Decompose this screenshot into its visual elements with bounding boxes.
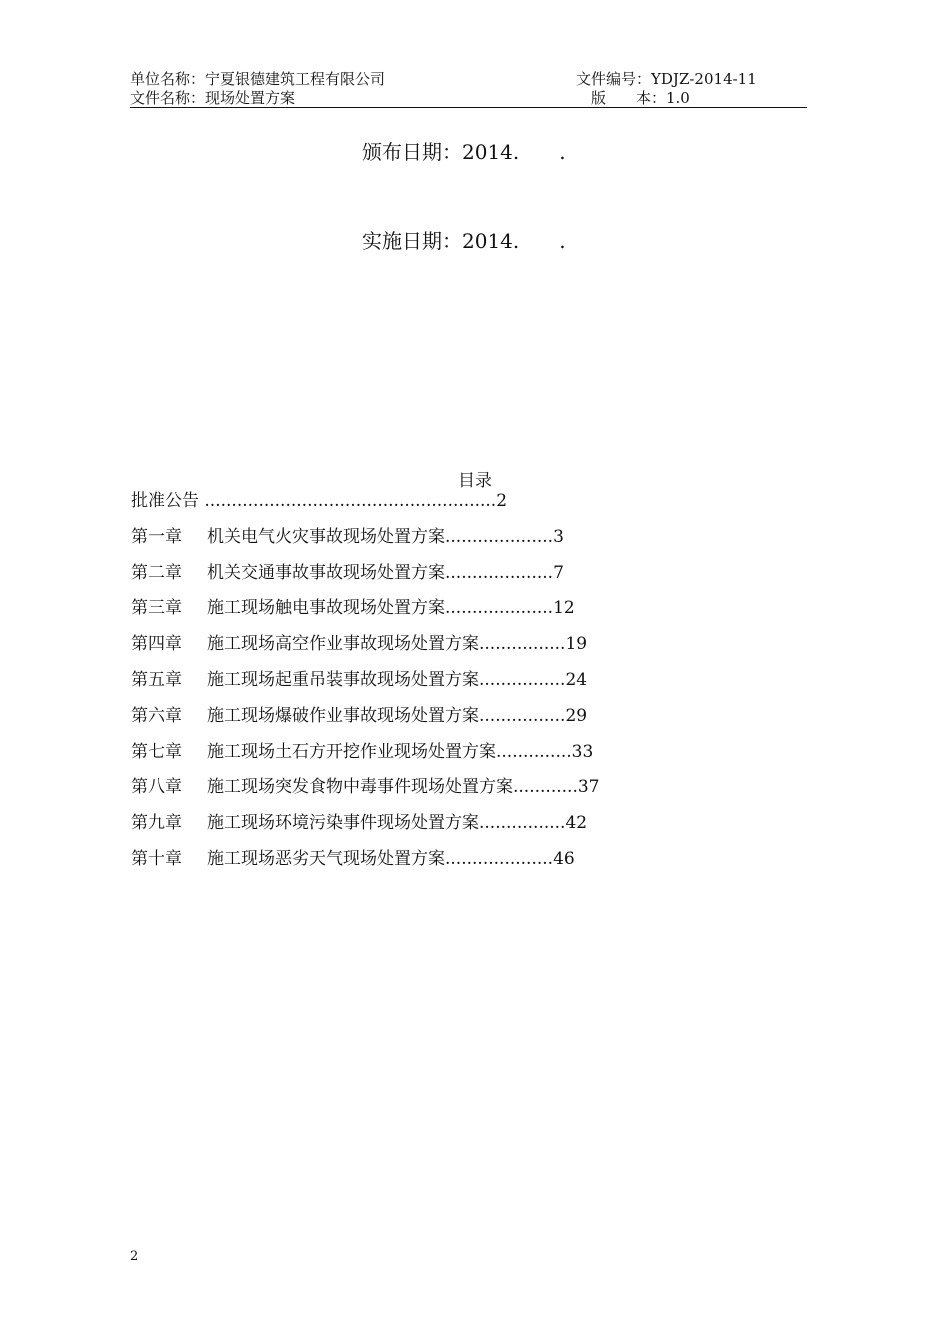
toc-dot-leader: .................... bbox=[445, 526, 554, 547]
header-unit-name: 单位名称：宁夏银德建筑工程有限公司 bbox=[130, 70, 386, 88]
toc-dot-leader: ............ bbox=[513, 777, 578, 798]
toc-page-number: 24 bbox=[565, 670, 588, 690]
toc-page-number: 29 bbox=[565, 705, 588, 726]
toc-dot-leader: .................... bbox=[445, 598, 554, 619]
toc-entry-title: 批准公告 bbox=[131, 491, 199, 511]
toc-entry-title: 施工现场爆破作业事故现场处置方案 bbox=[207, 705, 479, 726]
page-number: 2 bbox=[130, 1249, 139, 1264]
toc-chapter-number: 第五章 bbox=[131, 670, 182, 690]
toc-dot-leader: ................ bbox=[479, 634, 566, 655]
toc-page-number: 33 bbox=[571, 741, 594, 762]
toc-entry-title: 施工现场突发食物中毒事件现场处置方案 bbox=[207, 777, 513, 798]
toc-dot-leader: ................ bbox=[479, 813, 566, 834]
toc-page-number: 42 bbox=[565, 813, 588, 834]
toc-page-number: 2 bbox=[496, 491, 508, 511]
toc-chapter-number: 第九章 bbox=[131, 813, 182, 834]
toc-entry[interactable] bbox=[131, 562, 564, 584]
header-rule bbox=[130, 107, 807, 108]
issue-date: 颁布日期：2014. . bbox=[362, 140, 566, 164]
toc-entry-title: 施工现场触电事故现场处置方案 bbox=[207, 598, 445, 619]
toc-entry[interactable] bbox=[131, 848, 575, 870]
toc-chapter-number: 第三章 bbox=[131, 598, 182, 619]
toc-dot-leader: .............. bbox=[496, 741, 572, 762]
toc-chapter-number: 第六章 bbox=[131, 705, 182, 726]
toc-entry[interactable] bbox=[131, 633, 587, 655]
header-version: 版 本：1.0 bbox=[591, 89, 690, 107]
toc-dot-leader: ...................................................... bbox=[199, 491, 497, 511]
header-document-number: 文件编号：YDJZ-2014-11 bbox=[576, 70, 757, 88]
toc-entry[interactable] bbox=[131, 490, 507, 512]
toc-chapter-number: 第十章 bbox=[131, 849, 182, 869]
toc-page-number: 3 bbox=[553, 526, 564, 547]
toc-entry[interactable] bbox=[131, 776, 600, 798]
header-file-name: 文件名称：现场处置方案 bbox=[130, 89, 296, 107]
toc-entry-title: 施工现场起重吊装事故现场处置方案 bbox=[207, 670, 479, 690]
toc-entry-title: 施工现场环境污染事件现场处置方案 bbox=[207, 813, 479, 834]
toc-chapter-number: 第七章 bbox=[131, 741, 182, 762]
toc-entry[interactable] bbox=[131, 669, 587, 691]
toc-entry-title: 施工现场土石方开挖作业现场处置方案 bbox=[207, 741, 496, 762]
toc-entry-title: 机关交通事故事故现场处置方案 bbox=[207, 562, 445, 583]
toc-dot-leader: .................... bbox=[445, 849, 554, 869]
toc-page-number: 37 bbox=[577, 777, 600, 798]
toc-entry[interactable] bbox=[131, 741, 593, 763]
toc-chapter-number: 第一章 bbox=[131, 526, 182, 547]
toc-chapter-number: 第二章 bbox=[131, 562, 182, 583]
toc-entry-title: 施工现场恶劣天气现场处置方案 bbox=[207, 849, 445, 869]
toc-page-number: 46 bbox=[553, 849, 575, 869]
toc-entry[interactable] bbox=[131, 812, 587, 834]
toc-dot-leader: ................ bbox=[479, 705, 566, 726]
toc-page-number: 7 bbox=[553, 562, 564, 583]
toc-entry[interactable] bbox=[131, 597, 575, 619]
toc-entry[interactable] bbox=[131, 705, 587, 727]
toc-page-number: 12 bbox=[553, 598, 575, 619]
toc-entry-title: 施工现场高空作业事故现场处置方案 bbox=[207, 634, 479, 655]
toc-dot-leader: .................... bbox=[445, 562, 554, 583]
toc-entry[interactable] bbox=[131, 526, 564, 548]
toc-page-number: 19 bbox=[565, 634, 588, 655]
toc-title: 目录 bbox=[458, 471, 492, 491]
implementation-date: 实施日期：2014. . bbox=[362, 229, 566, 253]
toc-dot-leader: ................ bbox=[479, 670, 566, 690]
toc-chapter-number: 第四章 bbox=[131, 634, 182, 655]
toc-entry-title: 机关电气火灾事故现场处置方案 bbox=[207, 526, 445, 547]
toc-chapter-number: 第八章 bbox=[131, 777, 182, 798]
